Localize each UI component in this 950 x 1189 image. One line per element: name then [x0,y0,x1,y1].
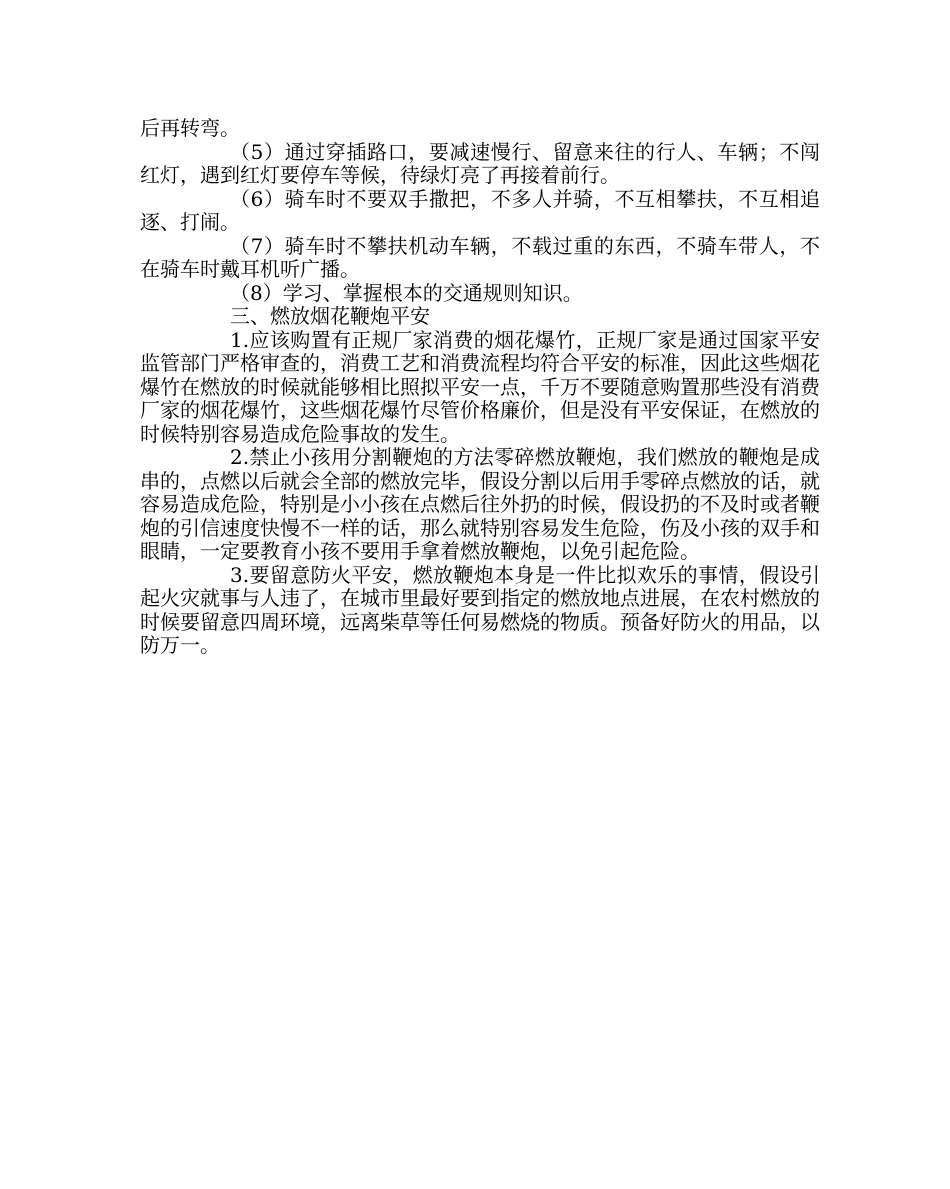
paragraph-continuation: 后再转弯。 [140,116,240,140]
paragraph-rule-7: （7）骑车时不攀扶机动车辆，不载过重的东西，不骑车带人，不在骑车时戴耳机听广播。 [140,233,820,281]
paragraph-rule-8: （8）学习、掌握根本的交通规则知识。 [230,280,583,305]
paragraph-rule-5: （5）通过穿插路口，要减速慢行、留意来往的行人、车辆；不闯红灯，遇到红灯要停车等候，待绿灯亮了再接着前行。 [140,139,820,187]
document-body [140,117,820,658]
paragraph-fireworks-2: 2.禁止小孩用分割鞭炮的方法零碎燃放鞭炮，我们燃放的鞭炮是成串的，点燃以后就会全部的燃放完毕，假设分割以后用手零碎点燃放的话，就容易造成危险，特别是小小孩在点燃后往外扔的时候，假设扔的不及时或者鞭炮的引信速度快慢不一样的话，那么就特别容易发生危险，伤及小孩的双手和眼睛，一定要教育小孩不要用手拿着燃放鞭炮，以免引起危险。 [140,445,820,563]
section-heading-fireworks: 三、燃放烟花鞭炮平安 [230,304,430,328]
paragraph-fireworks-3: 3.要留意防火平安，燃放鞭炮本身是一件比拟欢乐的事情，假设引起火灾就事与人违了，在城市里最好要到指定的燃放地点进展，在农村燃放的时候要留意四周环境，远离柴草等任何易燃烧的物质。预备好防火的用品，以防万一。 [140,562,820,657]
paragraph-rule-6: （6）骑车时不要双手撒把，不多人并骑，不互相攀扶，不互相追逐、打闹。 [140,186,820,234]
paragraph-fireworks-1: 1.应该购置有正规厂家消费的烟花爆竹，正规厂家是通过国家平安监管部门严格审查的，消费工艺和消费流程均符合平安的标准，因此这些烟花爆竹在燃放的时候就能够相比照拟平安一点，千万不要随意购置那些没有消费厂家的烟花爆竹，这些烟花爆竹尽管价格廉价，但是没有平安保证，在燃放的时候特别容易造成危险事故的发生。 [140,327,820,446]
